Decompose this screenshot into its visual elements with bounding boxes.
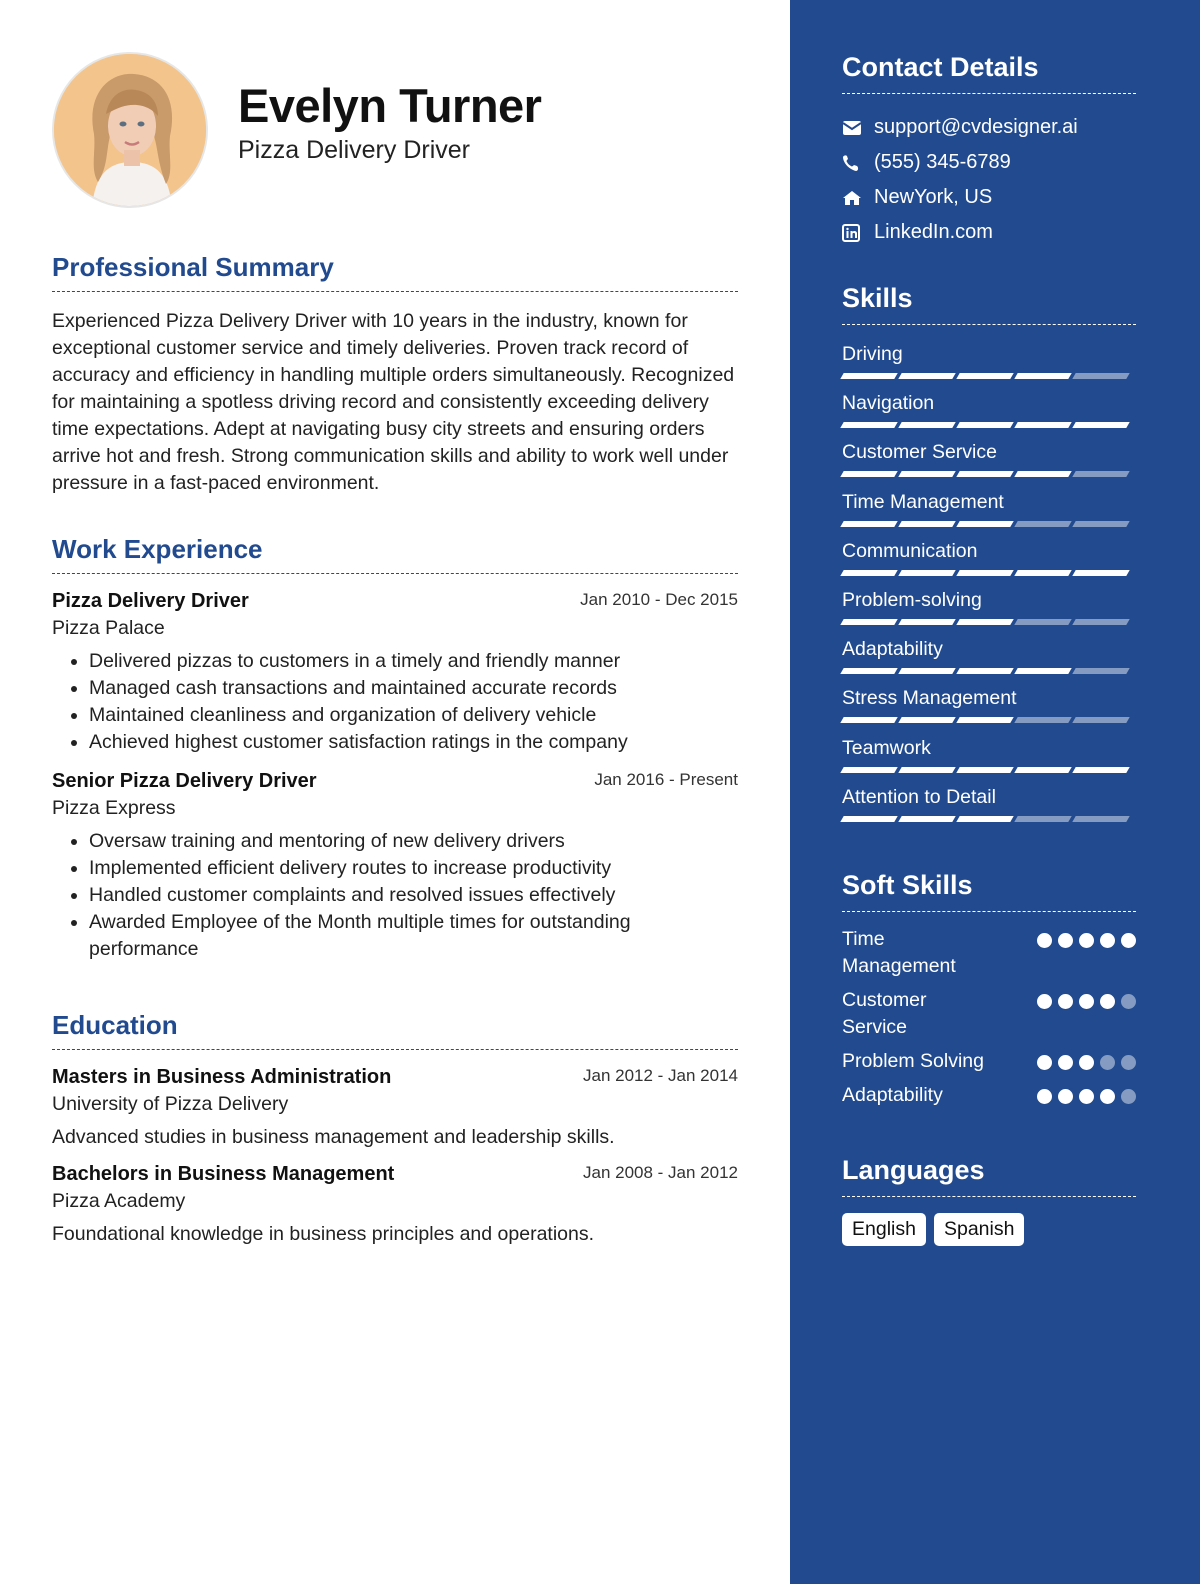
skill-level-segment [956, 816, 1013, 822]
degree-description: Advanced studies in business management and leadership skills. [52, 1126, 615, 1148]
skill-level-segment [898, 668, 955, 674]
skill-level-segment [898, 521, 955, 527]
job-dates: Jan 2010 - Dec 2015 [580, 590, 738, 609]
skill-level-segment [1072, 521, 1129, 527]
skill-label: Navigation [842, 392, 935, 415]
education-section [52, 1010, 738, 1246]
skill-level-segment [1014, 422, 1071, 428]
rating-dot [1079, 1055, 1094, 1070]
job-bullets [52, 828, 738, 963]
rating-dot [1100, 994, 1115, 1009]
sidebar [790, 0, 1200, 1584]
job-title: Pizza Delivery Driver [52, 590, 249, 612]
experience-section [52, 534, 738, 963]
rating-dot [1121, 994, 1136, 1009]
skill-level-segment [840, 521, 897, 527]
soft-skill-label: Problem Solving [842, 1050, 984, 1072]
profile-photo [52, 52, 208, 208]
skill-level-segment [956, 717, 1013, 723]
soft-skills-list [842, 926, 1136, 1109]
soft-skill-label: Customer Service [842, 989, 927, 1038]
skill-level-bars [842, 717, 1128, 723]
skill-level-segment [898, 816, 955, 822]
skill-level-segment [1072, 471, 1129, 477]
skill-level-segment [956, 619, 1013, 625]
skill-item [842, 778, 1136, 827]
skills-list [842, 335, 1136, 827]
summary-text: Experienced Pizza Delivery Driver with 10 years in the industry, known for exceptional customer service and timely deliveries. Proven track record of accuracy and efficiency in handling multiple orders simultaneously. Recognized for maintaining a spotless driving record and consistently exceeding delivery time expectations. Adept at navigating busy city streets and ensuring orders arrive hot and fresh. Strong communication skills and ability to work well under pressure in a fast-paced environment. [52, 310, 735, 494]
job-company: Pizza Express [52, 797, 176, 819]
education-heading: Education [52, 1010, 738, 1050]
skill-label: Communication [842, 539, 978, 562]
soft-skill-item [842, 1082, 1136, 1109]
contact-heading: Contact Details [842, 52, 1136, 94]
skill-level-segment [956, 570, 1013, 576]
job-company: Pizza Palace [52, 617, 165, 639]
skill-item [842, 335, 1136, 384]
skill-level-segment [1014, 570, 1071, 576]
skill-item [842, 630, 1136, 679]
rating-dot [1058, 933, 1073, 948]
skills-heading: Skills [842, 283, 1136, 325]
skill-level-bars [842, 471, 1128, 477]
job-bullet: • Handled customer complaints and resolved issues effectively [89, 882, 678, 909]
skill-item [842, 532, 1136, 581]
skill-level-segment [898, 471, 955, 477]
rating-dot [1058, 994, 1073, 1009]
skill-level-segment [898, 570, 955, 576]
soft-skills-section [842, 870, 1136, 1116]
rating-dot [1121, 1055, 1136, 1070]
skill-level-segment [1014, 373, 1071, 379]
skill-level-segment [840, 471, 897, 477]
envelope-icon [842, 120, 874, 136]
skill-level-segment [956, 767, 1013, 773]
skill-level-segment [840, 570, 897, 576]
job-entry [52, 770, 738, 963]
skill-label: Driving [842, 343, 903, 365]
job-title: Senior Pizza Delivery Driver [52, 770, 317, 792]
rating-dot [1100, 1089, 1115, 1104]
job-bullet: • Maintained cleanliness and organization of delivery vehicle [89, 702, 738, 729]
skill-level-bars [842, 422, 1128, 428]
soft-skill-rating [1037, 1055, 1136, 1070]
skill-level-segment [1072, 422, 1129, 428]
soft-skill-item [842, 1048, 1136, 1075]
soft-skill-rating [1037, 933, 1136, 948]
email-text: support@cvdesigner.ai [874, 116, 1078, 138]
skill-label: Attention to Detail [842, 785, 996, 808]
skill-level-bars [842, 668, 1128, 674]
skill-level-segment [840, 422, 897, 428]
skill-level-segment [1014, 717, 1071, 723]
summary-section [52, 252, 738, 497]
job-bullet: • Managed cash transactions and maintained accurate records [89, 675, 738, 702]
skill-level-segment [956, 521, 1013, 527]
skill-level-segment [1014, 668, 1071, 674]
skill-label: Stress Management [842, 687, 1017, 710]
job-bullets [52, 648, 738, 756]
rating-dot [1121, 933, 1136, 948]
skill-level-segment [1014, 521, 1071, 527]
skill-level-bars [842, 521, 1128, 527]
languages-heading: Languages [842, 1155, 1136, 1197]
rating-dot [1121, 1089, 1136, 1104]
skill-item [842, 679, 1136, 728]
language-tags [842, 1213, 1136, 1246]
summary-heading: Professional Summary [52, 252, 738, 292]
portrait-illustration [54, 54, 208, 208]
skill-level-segment [956, 422, 1013, 428]
experience-heading: Work Experience [52, 534, 738, 574]
skill-level-segment [1072, 668, 1129, 674]
skill-level-segment [1014, 816, 1071, 822]
skill-label: Adaptability [842, 638, 943, 661]
skill-level-segment [840, 373, 897, 379]
skill-level-segment [1072, 816, 1129, 822]
candidate-title: Pizza Delivery Driver [238, 136, 470, 164]
degree-description: Foundational knowledge in business principles and operations. [52, 1223, 595, 1245]
skill-level-segment [1072, 717, 1129, 723]
skill-level-segment [1014, 619, 1071, 625]
job-bullet: • Achieved highest customer satisfaction ratings in the company [89, 729, 738, 756]
skill-level-segment [1072, 373, 1129, 379]
skill-level-segment [840, 816, 897, 822]
degree-title: Bachelors in Business Management [52, 1163, 395, 1185]
candidate-name: Evelyn Turner [238, 79, 542, 132]
skill-item [842, 433, 1136, 482]
school-name: Pizza Academy [52, 1190, 186, 1212]
job-bullet: • Implemented efficient delivery routes to increase productivity [89, 855, 678, 882]
language-tag: Spanish [934, 1213, 1024, 1246]
phone-icon [842, 154, 874, 172]
skill-label: Time Management [842, 490, 1004, 513]
skill-level-segment [1072, 767, 1129, 773]
skill-label: Customer Service [842, 441, 997, 464]
skill-level-bars [842, 619, 1128, 625]
education-entry [52, 1163, 738, 1246]
skill-level-bars [842, 816, 1128, 822]
skill-item [842, 581, 1136, 630]
rating-dot [1037, 1089, 1052, 1104]
home-icon [842, 190, 874, 206]
skill-level-segment [898, 767, 955, 773]
job-bullet: • Awarded Employee of the Month multiple times for outstanding performance [89, 909, 678, 963]
rating-dot [1079, 1089, 1094, 1104]
rating-dot [1058, 1055, 1073, 1070]
skill-level-segment [898, 717, 955, 723]
skill-level-segment [840, 668, 897, 674]
skill-level-segment [956, 668, 1013, 674]
job-entry [52, 590, 738, 756]
job-bullet: • Delivered pizzas to customers in a timely and friendly manner [89, 648, 738, 675]
skill-level-segment [956, 471, 1013, 477]
soft-skills-heading: Soft Skills [842, 870, 1136, 912]
rating-dot [1079, 933, 1094, 948]
contact-linkedin[interactable] [842, 215, 1136, 250]
location-text: NewYork, US [874, 186, 993, 208]
skill-level-segment [1014, 471, 1071, 477]
contact-section [842, 52, 1136, 250]
skill-level-segment [1014, 767, 1071, 773]
skill-level-bars [842, 373, 1128, 379]
skill-level-segment [840, 717, 897, 723]
phone-text: (555) 345-6789 [874, 151, 1011, 173]
soft-skill-item [842, 926, 1136, 980]
job-dates: Jan 2016 - Present [594, 770, 738, 789]
contact-location [842, 180, 1136, 215]
skill-level-segment [898, 619, 955, 625]
linkedin-icon [842, 224, 874, 242]
job-bullet: • Oversaw training and mentoring of new delivery drivers [89, 828, 678, 855]
skill-level-segment [898, 373, 955, 379]
degree-dates: Jan 2012 - Jan 2014 [582, 1066, 738, 1085]
skill-level-segment [1072, 570, 1129, 576]
soft-skill-label: Adaptability [842, 1084, 943, 1106]
school-name: University of Pizza Delivery [52, 1093, 289, 1115]
skill-level-segment [1072, 619, 1129, 625]
linkedin-text: LinkedIn.com [874, 221, 993, 243]
soft-skill-label: Time Management [842, 928, 956, 977]
skill-level-segment [898, 422, 955, 428]
skill-level-segment [956, 373, 1013, 379]
rating-dot [1100, 933, 1115, 948]
rating-dot [1037, 933, 1052, 948]
skill-level-bars [842, 570, 1128, 576]
rating-dot [1037, 994, 1052, 1009]
languages-section [842, 1155, 1136, 1246]
education-entry [52, 1066, 738, 1149]
contact-phone[interactable] [842, 145, 1136, 180]
contact-email[interactable] [842, 110, 1136, 145]
skill-label: Problem-solving [842, 588, 982, 611]
skill-item [842, 483, 1136, 532]
soft-skill-rating [1037, 1089, 1136, 1104]
skills-section [842, 283, 1136, 827]
rating-dot [1037, 1055, 1052, 1070]
rating-dot [1079, 994, 1094, 1009]
skill-item [842, 729, 1136, 778]
skill-level-segment [840, 619, 897, 625]
skill-level-segment [840, 767, 897, 773]
soft-skill-rating [1037, 994, 1136, 1009]
language-tag: English [842, 1213, 926, 1246]
skill-item [842, 384, 1136, 433]
rating-dot [1100, 1055, 1115, 1070]
rating-dot [1058, 1089, 1073, 1104]
degree-dates: Jan 2008 - Jan 2012 [582, 1163, 738, 1182]
skill-label: Teamwork [842, 736, 931, 759]
soft-skill-item [842, 987, 1136, 1041]
degree-title: Masters in Business Administration [52, 1066, 392, 1088]
skill-level-bars [842, 767, 1128, 773]
